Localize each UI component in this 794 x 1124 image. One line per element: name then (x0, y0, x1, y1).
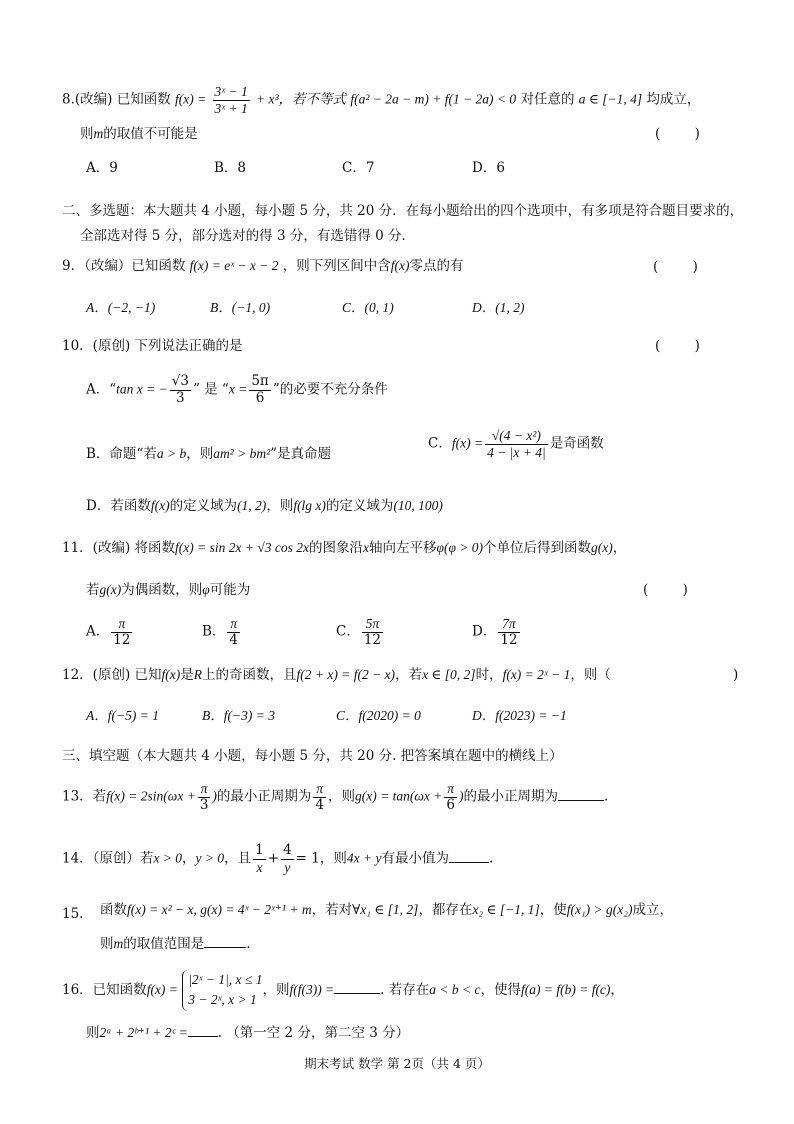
q15-f: f(x) = x² − x, g(x) = 4ˣ − 2ˣ⁺¹ + m (127, 902, 312, 917)
q13-paren-open: ( (163, 788, 168, 804)
q14-c1: x > 0 (153, 850, 183, 866)
q12-option-c: C．f(2020) = 0 (336, 708, 421, 723)
q10-c-fx: f(x) = (451, 435, 484, 451)
q10-a-frac2: $\frac{5\pi}{6}$ (251, 373, 269, 406)
q12-R: R (193, 667, 202, 682)
q11-l2-b: 为偶函数，则 (121, 582, 203, 598)
q10-d-dom2: (10, 100) (393, 498, 443, 513)
q14-eq: = 1 (295, 850, 320, 867)
q8-line2-text: 则 (80, 126, 94, 142)
q15-text-e: 成立， (632, 902, 673, 918)
section2-header: 二、多选题：本大题共 4 小题，每小题 5 分，共 20 分．在每小题给出的四个选项中，有多项是符合题目要求的， (62, 203, 744, 219)
q16-text-a: 16．已知函数 (62, 981, 147, 998)
q11-line2 (86, 582, 250, 599)
q9-text: 9．（改编）已知函数 (62, 258, 186, 274)
q8-inequality: f(a² − 2a − m) + f(1 − 2a) < 0 (350, 91, 517, 107)
q14-answer-blank[interactable] (449, 850, 489, 863)
q11-b-frac: $\frac{\pi}{4}$ (229, 616, 239, 648)
q9-fx: f(x) (390, 258, 410, 273)
q11-line1 (62, 540, 626, 557)
q10-option-b (86, 446, 331, 463)
q12-eq: f(2 + x) = f(2 − x) (296, 667, 396, 682)
q15-line1 (100, 902, 673, 919)
q11-answer-paren: ( ) (643, 582, 688, 598)
q8-line2-text-b: 的取值不可能是 (103, 126, 198, 142)
q12-line (62, 667, 611, 684)
q13-text-a: 13．若 (62, 788, 107, 805)
q14-text-b: ，且 (224, 850, 252, 867)
q14-text-d: 有最小值为 (381, 850, 449, 867)
q9-function: f(x) = eˣ − x − 2 (189, 258, 279, 273)
q16-eq: f(a) = f(b) = f(c) (520, 981, 611, 997)
q14-frac1: $\frac{1}{x}$ (255, 842, 264, 875)
q10-d-mid: 的定义域为 (169, 498, 238, 514)
q11-l2-a: 若 (86, 582, 100, 598)
q16-text-d: ，使得 (480, 981, 521, 998)
q16-text-c: . 若存在 (380, 981, 430, 998)
q9-line (62, 258, 464, 275)
q10-b-text: B．命题“若 (86, 446, 157, 462)
q15-m: m (113, 936, 124, 951)
q15-ineq: f(x₁) > g(x₂) (566, 902, 633, 917)
q12-text-e: 时， (475, 667, 503, 683)
q14-frac2: $\frac{4}{y}$ (283, 842, 292, 875)
q11-d-frac: $\frac{7\pi}{12}$ (500, 616, 518, 648)
q15-number: 15. (62, 906, 84, 922)
q10-stem: 10．(原创) 下列说法正确的是 (62, 338, 243, 354)
q12-option-b: B．f(−3) = 3 (202, 708, 275, 723)
q15-answer-blank[interactable] (204, 935, 246, 948)
q15-line2 (100, 935, 251, 953)
q15-text-c: ，都存在 (418, 902, 473, 918)
q12-text-b: 是 (180, 667, 194, 683)
q13-answer-blank[interactable] (558, 788, 604, 801)
q9-text-c: 零点的有 (409, 258, 464, 274)
q11-phi: φ(φ > 0) (436, 540, 484, 555)
q8-text-d: 均成立， (646, 91, 701, 108)
q11-gx: g(x) (591, 540, 613, 555)
q8-line2 (80, 126, 198, 143)
q11-l2-phi: φ (202, 582, 210, 597)
q10-d-pre: D．若函数 (86, 498, 151, 514)
q16-case2: 3 − 2ˣ, x > 1 (188, 992, 257, 1008)
q10-a-mid: ” 是 “ (192, 381, 229, 398)
q10-c-frac: $\frac{\text{√(4 − x²)}}{4 - |x + 4|}$ (487, 428, 546, 460)
q12-text-f: ，则（ (570, 667, 611, 683)
q10-d-dom: (1, 2) (237, 498, 267, 513)
q11-option-c (336, 616, 385, 648)
q10-option-a (86, 374, 388, 406)
q11-option-b (202, 616, 242, 648)
q11-option-a (86, 616, 134, 648)
q10-c-post: 是奇函数 (549, 435, 604, 452)
q13-text-b: 的最小正周期为 (216, 788, 312, 805)
q11-x: x (363, 540, 369, 555)
q13-g: g(x) = tan (355, 788, 410, 804)
q16-expr: 2ᵃ + 2ᵇ⁺¹ + 2ᶜ = (99, 1025, 188, 1040)
q11-option-d (472, 616, 522, 648)
q12-text-d: ，若 (395, 667, 423, 683)
q15-end: . (246, 936, 251, 952)
q11-a-label: A． (86, 623, 110, 640)
q9-option-c: C．(0, 1) (342, 300, 394, 315)
q10-a-post: ”的必要不充分条件 (272, 381, 388, 398)
q12-def: f(x) = 2ˣ − 1 (502, 667, 571, 682)
q11-d-label: D． (472, 623, 497, 640)
q8-option-b: B．8 (214, 160, 247, 176)
q8-domain: a ∈ [−1, 4] (578, 91, 643, 107)
q16-l2-b: . （第一空 2 分，第二空 3 分） (217, 1025, 410, 1041)
q11-c-frac: $\frac{5\pi}{12}$ (363, 616, 382, 648)
q12-fx: f(x) (161, 667, 181, 682)
q13-f: f(x) = 2sin (106, 788, 164, 804)
q10-option-d (86, 498, 443, 515)
q11-b-label: B． (202, 623, 226, 640)
q14-expr: 4x + y (346, 850, 382, 866)
q16-case1: |2ˣ − 1|, x ≤ 1 (188, 972, 263, 987)
q14-end: . (488, 850, 494, 867)
q8-answer-paren: ( ) (655, 126, 700, 142)
q13-g-paren-close: ) (458, 788, 464, 804)
q10-b-mid: ，则 (186, 446, 214, 462)
q10-d-fx: f(x) (150, 498, 170, 513)
q9-text-b: ，则下列区间中含 (282, 258, 391, 274)
q12-dom: x ∈ [0, 2] (422, 667, 476, 682)
q10-answer-paren: ( ) (655, 338, 700, 354)
q13-paren-close: ) (212, 788, 217, 804)
q9-answer-paren: ( ) (653, 259, 698, 275)
q10-b-concl: am² > bm² (213, 446, 271, 461)
q11-text-a: 11．(改编) 将函数 (62, 540, 176, 556)
q15-l2-a: 则 (100, 936, 114, 952)
q15-l2-b: 的取值范围是 (123, 936, 205, 952)
q13-line (62, 781, 608, 813)
q13-f-frac: $\frac{\pi}{3}$ (199, 781, 209, 813)
q11-text-c: 轴向左平移 (369, 540, 437, 556)
q16-line2 (86, 1024, 409, 1042)
q13-g-frac: $\frac{\pi}{6}$ (446, 781, 455, 813)
q16-cond: a < b < c (429, 981, 481, 997)
q16-text-e: ， (610, 981, 624, 998)
q16-line1 (62, 970, 624, 1011)
q13-text-d: 的最小正周期为 (463, 788, 558, 805)
q16-blank-2[interactable] (188, 1024, 218, 1037)
q12-text-a: 12．(原创) 已知 (62, 667, 162, 683)
q16-piecewise (182, 970, 262, 1011)
q10-d-flg: f(lg x) (293, 498, 326, 513)
q13-period-frac: $\frac{\pi}{4}$ (315, 781, 324, 813)
q11-text-b: 的图象沿 (309, 540, 363, 556)
q15-q1: ∀x₁ ∈ [1, 2] (352, 902, 419, 917)
q10-c-pre: C． (428, 435, 452, 452)
q13-g-paren-open: ( (409, 788, 415, 804)
q15-text-b: ，若对 (311, 902, 353, 918)
q13-text-c: ，则 (328, 788, 355, 805)
q16-text-b: ，则 (262, 981, 290, 998)
q10-b-cond: a > b (156, 446, 187, 461)
q15-q2: x₂ ∈ [−1, 1] (472, 902, 540, 917)
q15-text-d: ，使 (539, 902, 567, 918)
q8-text-c: 对任意的 (520, 91, 575, 108)
q8-fraction: $\frac{\text{3ˣ − 1}}{\text{3ˣ + 1}}$ (214, 84, 248, 116)
q11-text-d: 个单位后得到函数 (483, 540, 592, 556)
q11-func: f(x) = sin 2x + √3 cos 2x (175, 540, 309, 555)
q14-c2: y > 0 (195, 850, 225, 866)
q13-end: . (603, 788, 609, 805)
q9-option-a: A．(−2, −1) (86, 300, 156, 315)
q14-text-a: 14．（原创）若 (62, 850, 154, 867)
q8-option-c: C．7 (342, 160, 375, 176)
q12-answer-paren: ) (733, 667, 739, 683)
q14-text-c: ，则 (319, 850, 347, 867)
q16-blank-1[interactable] (334, 981, 380, 994)
q10-d-mid3: 的定义域为 (325, 498, 394, 514)
q10-a-pre: A．“ (86, 381, 117, 398)
q14-line (62, 843, 493, 875)
q8-line1 (62, 84, 700, 116)
q12-option-d: D．f(2023) = −1 (472, 708, 567, 723)
q8-text: 8.(改编) 已知函数 (62, 91, 171, 108)
q12-option-a: A．f(−5) = 1 (86, 708, 159, 723)
q11-text-e: ， (612, 540, 627, 556)
q10-b-post: ”是真命题 (270, 446, 332, 462)
q8-function-name: f(x) = (175, 91, 207, 107)
q8-option-a: A．9 (86, 160, 118, 176)
q16-l2-a: 则 (86, 1025, 100, 1041)
section3-header: 三、填空题（本大题共 4 小题，每小题 5 分，共 20 分. 把答案填在题中的横线上） (62, 748, 563, 764)
q16-f: f(x) = (146, 981, 178, 997)
q11-l2-gx: g(x) (99, 582, 122, 597)
q9-option-d: D．(1, 2) (472, 300, 525, 315)
q13-g-arg: ωx + (414, 788, 443, 804)
q10-a-frac: $\frac{√3}{3}$ (171, 373, 189, 406)
q13-f-arg: ωx + (167, 788, 196, 804)
q16-ff: f(f(3)) = (289, 981, 335, 997)
q8-var-m: m (93, 126, 104, 141)
q11-c-label: C． (336, 623, 360, 640)
page-footer: 期末考试 数学 第 2页（共 4 页） (304, 1056, 490, 1071)
q8-option-d: D．6 (472, 160, 505, 176)
q10-a-tan: tan x = − (116, 381, 168, 397)
section2-header-line2: 全部选对得 5 分，部分选对的得 3 分，有选错得 0 分． (80, 228, 416, 244)
q11-a-frac: $\frac{\pi}{12}$ (113, 616, 131, 648)
q14-plus: + (267, 850, 280, 867)
q9-option-b: B．(−1, 0) (210, 300, 271, 315)
q14-comma: ， (182, 850, 196, 867)
q15-text-a: 函数 (100, 902, 127, 918)
q8-text-b: + x³，若不等式 (256, 91, 347, 107)
q10-a-x: x = (228, 381, 248, 397)
q12-text-c: 上的奇函数，且 (202, 667, 297, 683)
q10-option-c (428, 428, 604, 460)
q11-l2-c: 可能为 (209, 582, 251, 598)
q10-d-mid2: ，则 (266, 498, 294, 514)
